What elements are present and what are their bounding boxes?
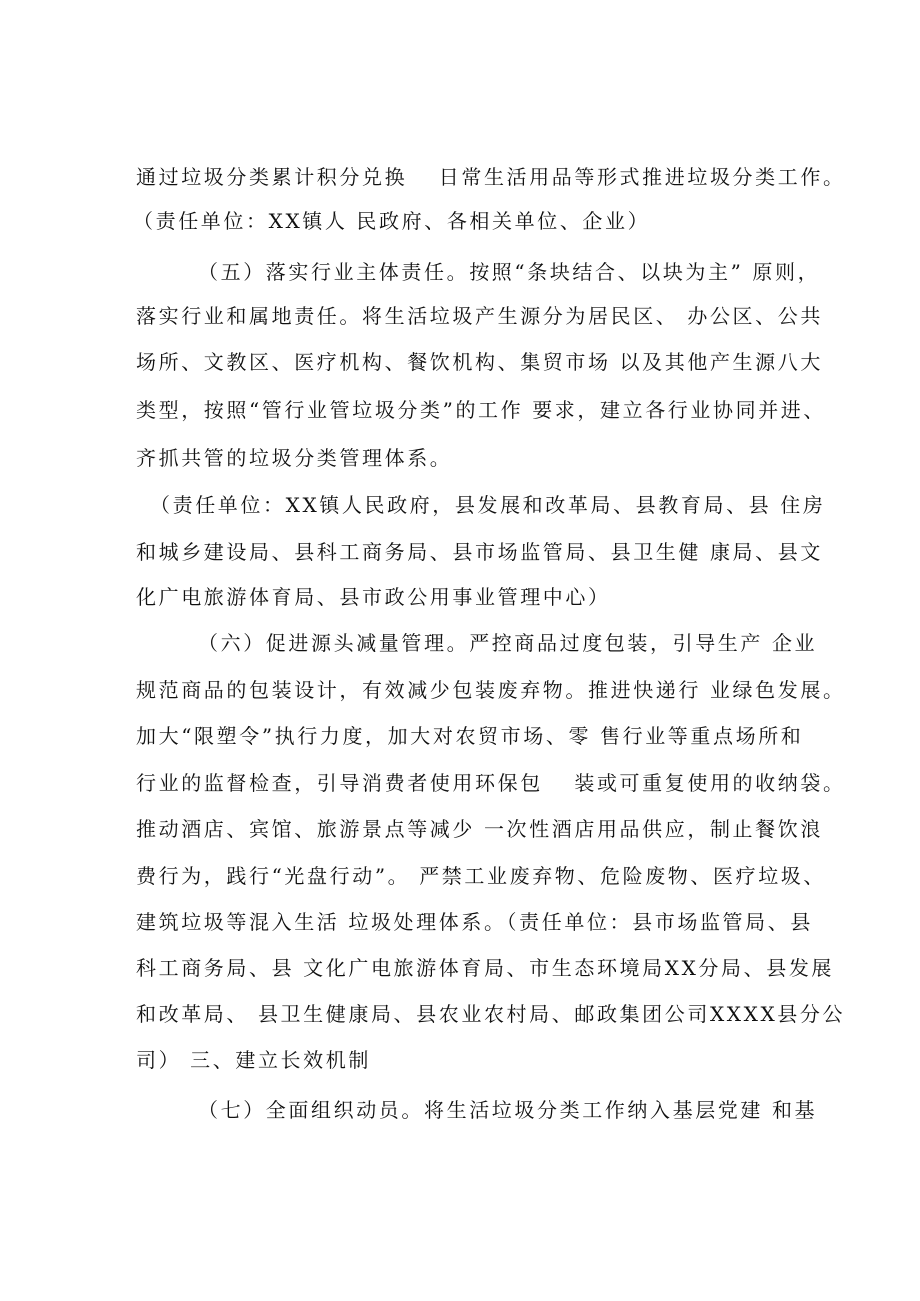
- text-line-3: （五）落实行业主体责任。按照“条块结合、以块为主” 原则，: [198, 260, 821, 284]
- text-line-16: 费行为，践行“光盘行动”。 严禁工业废弃物、危险废物、医疗垃圾、: [136, 864, 827, 888]
- text-line-20: 司） 三、建立长效机制: [136, 1048, 371, 1072]
- text-line-15: 推动酒店、宾馆、旅游景点等减少 一次性酒店用品供应，制止餐饮浪: [136, 817, 823, 841]
- text-line-7: 齐抓共管的垃圾分类管理体系。: [136, 446, 453, 470]
- text-line-11: （六）促进源头减量管理。严控商品过度包装，引导生产 企业: [198, 631, 818, 655]
- text-line-14: 行业的监督检查，引导消费者使用环保包 装或可重复使用的收纳袋。: [136, 771, 846, 795]
- text-line-18: 科工商务局、县 文化广电旅游体育局、市生态环境局XX分局、县发展: [136, 956, 835, 980]
- text-line-12: 规范商品的包装设计，有效减少包装废弃物。推进快递行 业绿色发展。: [136, 678, 846, 702]
- text-line-13: 加大“限塑令”执行力度，加大对农贸市场、零 售行业等重点场所和: [136, 724, 804, 748]
- text-line-17: 建筑垃圾等混入生活 垃圾处理体系。（责任单位：县市场监管局、县: [136, 910, 813, 934]
- text-line-21: （七）全面组织动员。将生活垃圾分类工作纳入基层党建 和基: [198, 1098, 818, 1122]
- text-line-9: 和城乡建设局、县科工商务局、县市场监管局、县卫生健 康局、县文: [136, 540, 823, 564]
- text-line-2: （责任单位：XX镇人 民政府、各相关单位、企业）: [133, 209, 651, 233]
- text-line-5: 场所、文教区、医疗机构、餐饮机构、集贸市场 以及其他产生源八大: [136, 350, 823, 374]
- text-line-8: （责任单位：XX镇人民政府，县发展和改革局、县教育局、县 住房: [150, 493, 826, 517]
- text-line-1: 通过垃圾分类累计积分兑换 日常生活用品等形式推进垃圾分类工作。: [136, 165, 846, 189]
- text-line-4: 落实行业和属地责任。将生活垃圾产生源分为居民区、 办公区、公共: [136, 304, 823, 328]
- text-line-6: 类型，按照“管行业管垃圾分类”的工作 要求，建立各行业协同并进、: [136, 398, 827, 422]
- text-line-10: 化广电旅游体育局、县市政公用事业管理中心）: [136, 585, 611, 609]
- text-line-19: 和改革局、 县卫生健康局、县农业农村局、邮政集团公司XXXX县分公: [136, 1002, 846, 1026]
